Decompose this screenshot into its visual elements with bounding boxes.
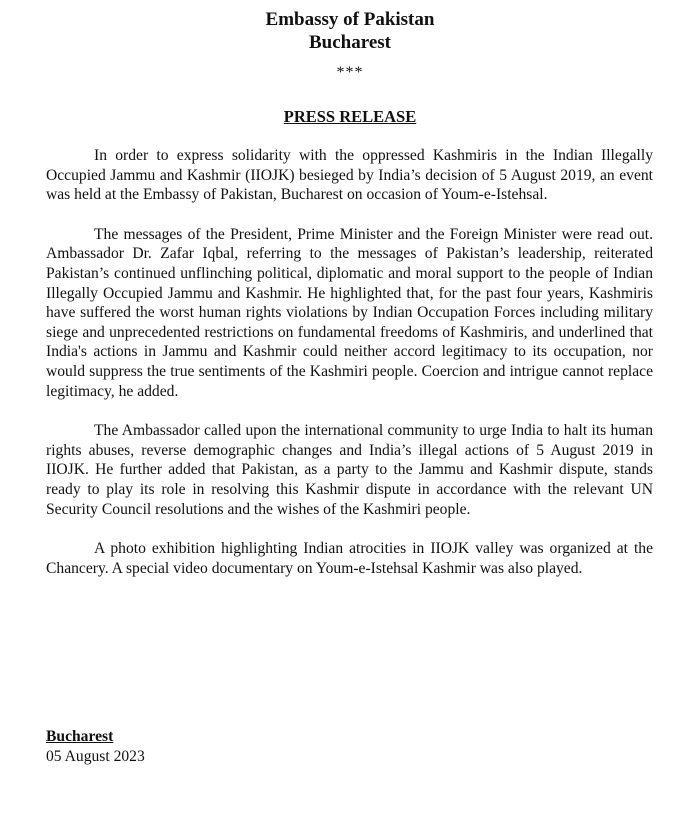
header-separator: *** xyxy=(336,64,364,81)
footer-date: 05 August 2023 xyxy=(46,748,145,765)
paragraph-1: In order to express solidarity with the oppressed Kashmiris in the Indian Illegally Occupied Jammu and Kashmir (IIOJK) besieged by India’s decision of 5 August 2019, an event was held at the Embassy of Pakistan, Bucharest on occasion of Youm-e-Istehsal. xyxy=(46,147,653,204)
footer-place: Bucharest xyxy=(46,728,114,745)
organization-city: Bucharest xyxy=(309,32,391,53)
letterhead xyxy=(0,8,700,82)
document-body xyxy=(46,146,653,598)
document-footer xyxy=(46,727,145,767)
document-title: PRESS RELEASE xyxy=(283,107,417,126)
paragraph-4: A photo exhibition highlighting Indian atrocities in IIOJK valley was organized at the Chancery. A special video documentary on Youm-e-Istehsal Kashmir was also played. xyxy=(46,540,653,577)
organization-name: Embassy of Pakistan xyxy=(265,9,435,30)
paragraph-2: The messages of the President, Prime Minister and the Foreign Minister were read out. Ambassador Dr. Zafar Iqbal, referring to the messages of Pakistan’s leadership, reiterated Pakistan’s continued unflinching political, diplomatic and moral support to the people of Indian Illegally Occupied Jammu and Kashmir. He highlighted that, for the past four years, Kashmiris have suffered the worst human rights violations by Indian Occupation Forces including military siege and unprecedented restrictions on fundamental freedoms of Kashmiris, and underlined that India's actions in Jammu and Kashmir could neither accord legitimacy to its occupation, nor would suppress the true sentiments of the Kashmiri people. Coercion and intrigue cannot replace legitimacy, he added. xyxy=(46,225,653,400)
paragraph-3: The Ambassador called upon the international community to urge India to halt its human rights abuses, reverse demographic changes and India’s illegal actions of 5 August 2019 in IIOJK. He further added that Pakistan, as a party to the Jammu and Kashmir dispute, stands ready to play its role in resolving this Kashmir dispute in accordance with the relevant UN Security Council resolutions and the wishes of the Kashmiri people. xyxy=(46,422,653,518)
